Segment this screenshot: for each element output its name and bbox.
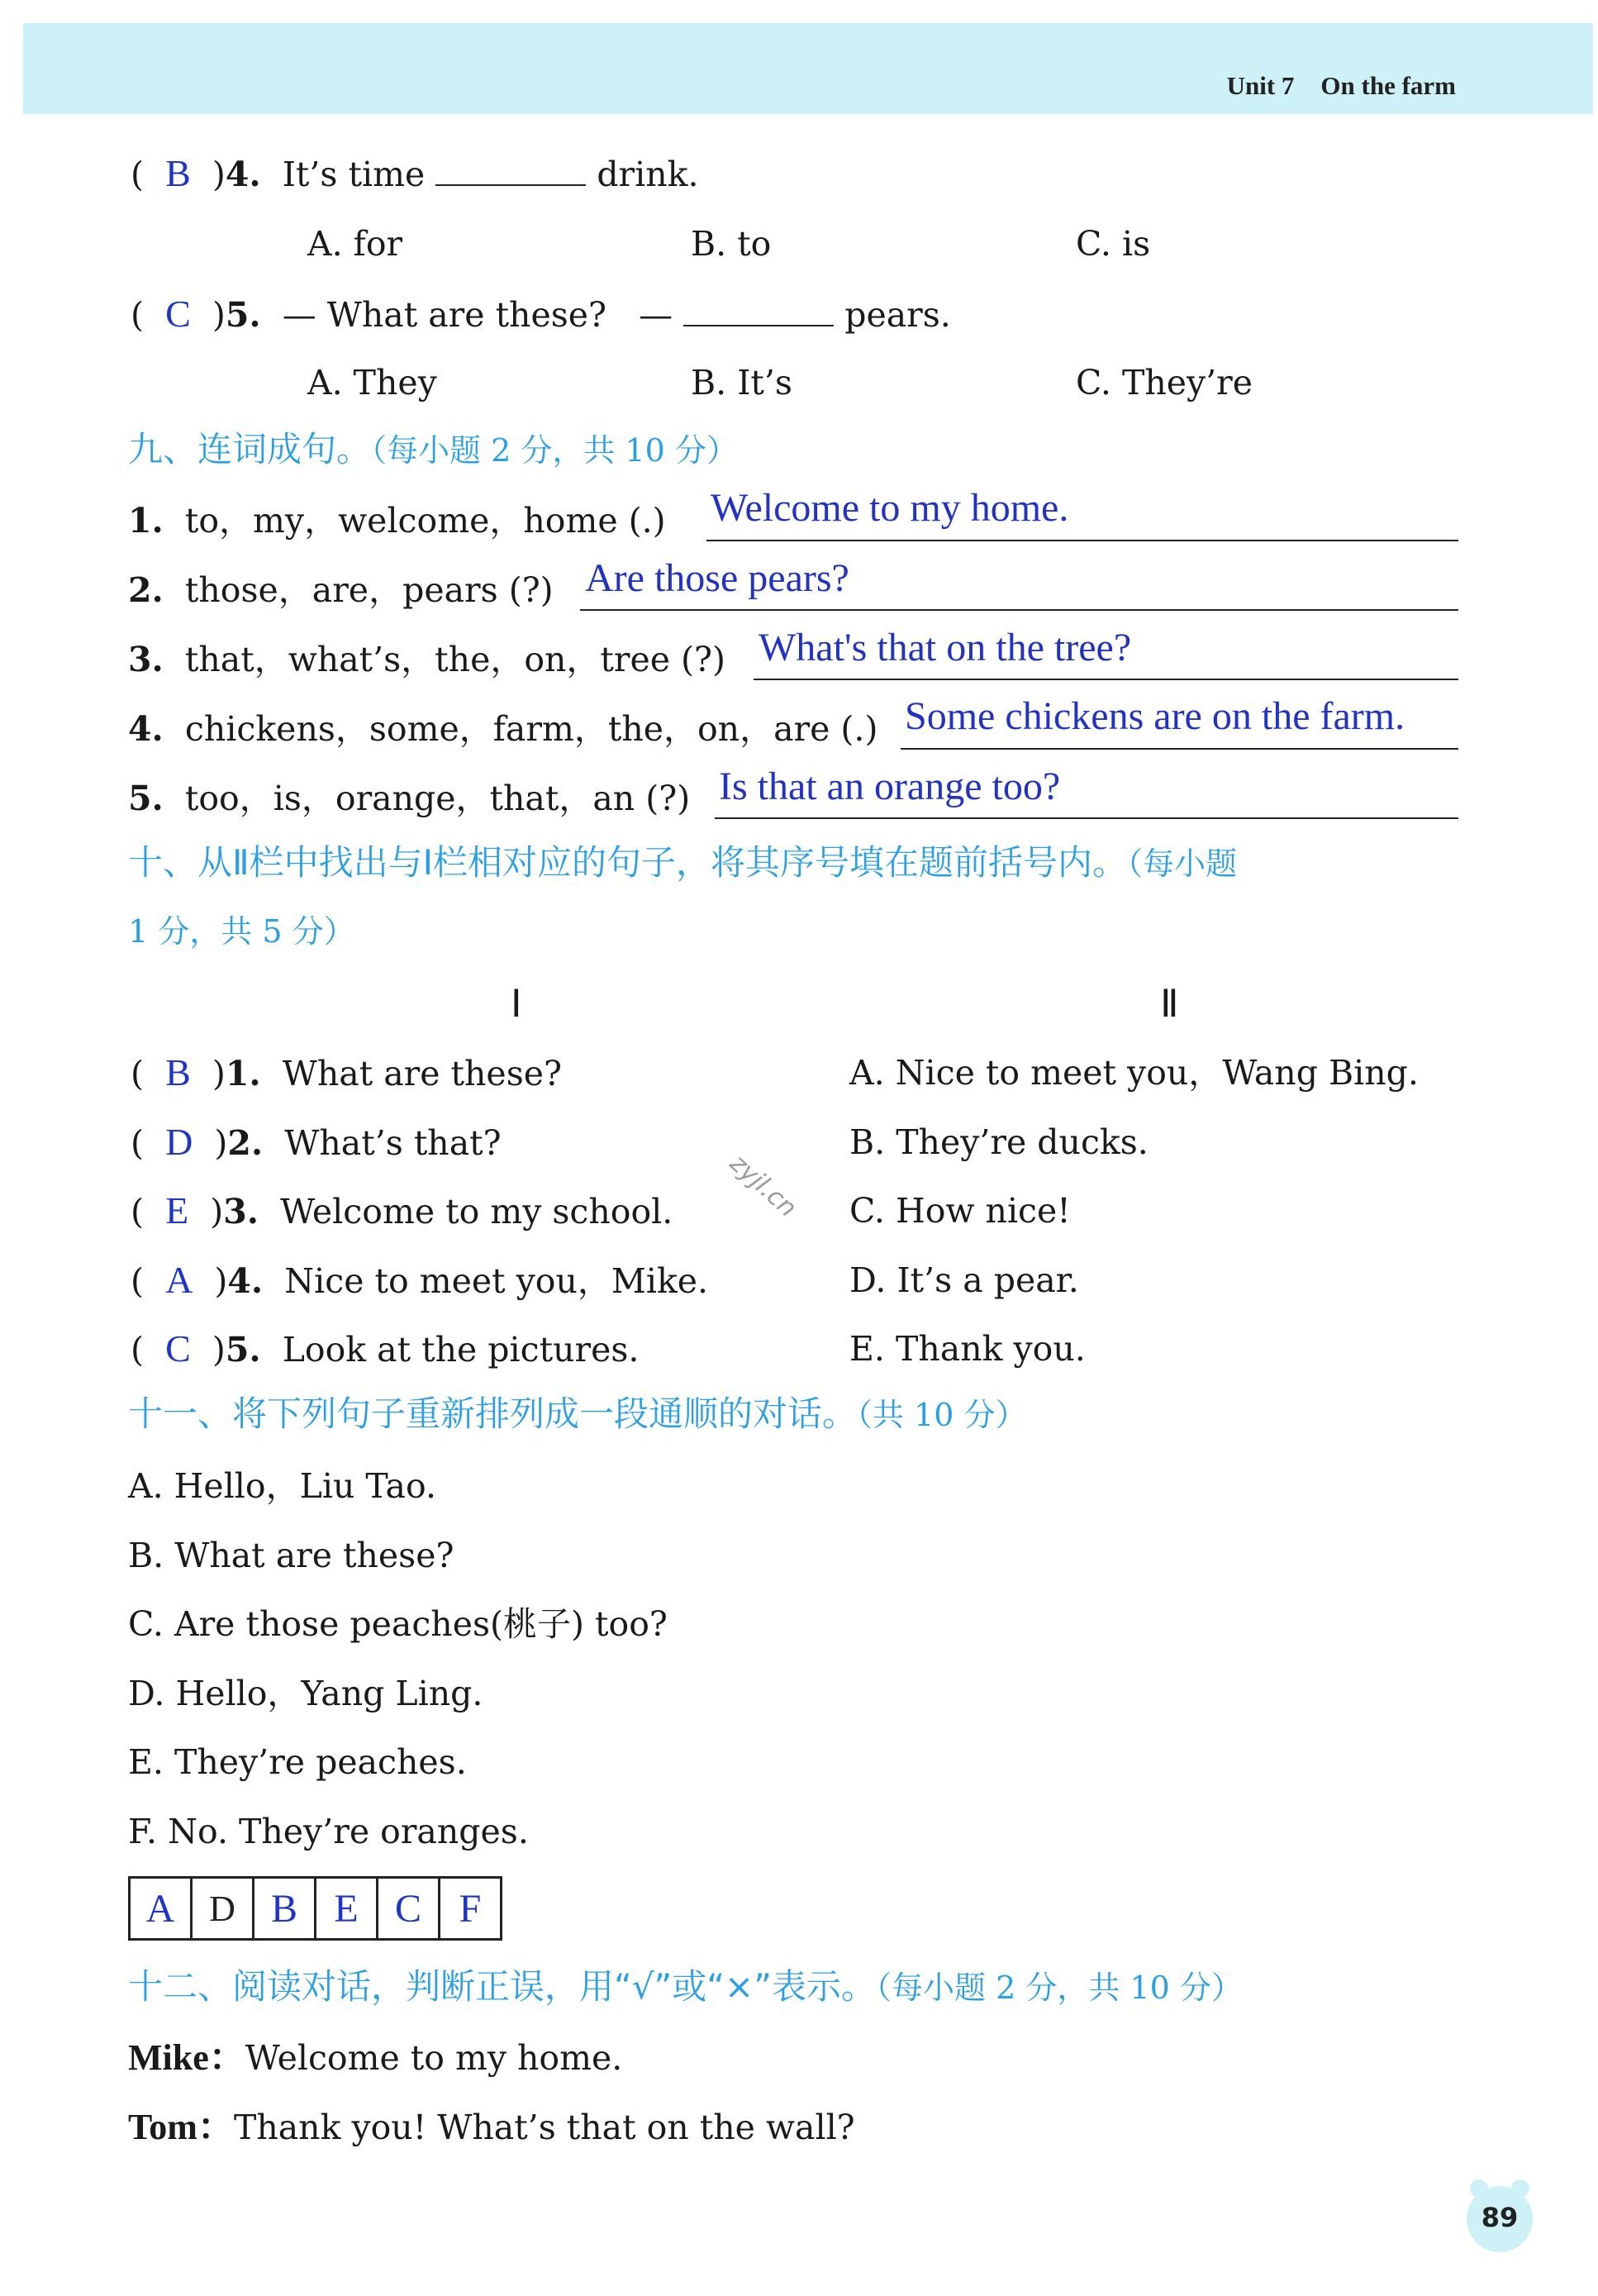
section-10-title-cont: 1 分，共 5 分） <box>128 913 355 950</box>
unit-label: Unit 7 <box>1226 71 1295 100</box>
column-1-label: Ⅰ <box>511 983 522 1025</box>
match-option-a: A. Nice to meet you，Wang Bing. <box>849 1053 1419 1093</box>
speaker-name: Mike： <box>128 2037 245 2078</box>
order-cell-6[interactable]: F <box>440 1878 502 1940</box>
match-option-d: D. It’s a pear. <box>849 1260 1079 1300</box>
speaker-name: Tom： <box>128 2107 234 2147</box>
match-answer-1[interactable]: B <box>165 1051 191 1093</box>
match-item-2: ( D )2. What’s that? <box>131 1121 502 1163</box>
match-answer-2[interactable]: D <box>165 1121 193 1163</box>
order-cell-5[interactable]: C <box>378 1878 440 1940</box>
order-cell-1[interactable]: A <box>130 1878 192 1940</box>
dialogue-sentence-f: F. No. They’re oranges. <box>128 1812 529 1851</box>
running-header <box>1227 71 1456 101</box>
dialogue-sentence-e: E. They’re peaches. <box>128 1742 467 1782</box>
word-order-answer-2[interactable]: Are those pears? <box>585 556 849 600</box>
match-answer-5[interactable]: C <box>165 1327 191 1370</box>
word-order-item-3: 3. that，what’s，the，on，tree (?) <box>128 640 726 679</box>
mc-option-4a: A. for <box>307 224 403 264</box>
mc-question-5: ( C )5. — What are these? — pears. <box>131 293 951 335</box>
mc-option-5a: A. They <box>307 363 437 403</box>
section-9-title: 九、连词成句。（每小题 2 分，共 10 分） <box>128 429 738 469</box>
mc-option-5c: C. They’re <box>1076 363 1253 403</box>
word-order-item-2: 2. those，are，pears (?) <box>128 570 554 610</box>
answer-line <box>715 817 1458 819</box>
section-11-title: 十一、将下列句子重新排列成一段通顺的对话。（共 10 分） <box>128 1393 1027 1434</box>
order-answer-table <box>128 1876 502 1941</box>
match-answer-3[interactable]: E <box>165 1189 189 1231</box>
answer-line <box>754 679 1458 680</box>
answer-line <box>580 609 1458 611</box>
dialogue-sentence-d: D. Hello，Yang Ling. <box>128 1674 483 1713</box>
word-order-answer-5[interactable]: Is that an orange too? <box>719 765 1061 808</box>
order-cell-2[interactable]: D <box>192 1878 254 1940</box>
mc-answer-4[interactable]: B <box>165 152 191 194</box>
match-item-3: ( E )3. Welcome to my school. <box>131 1189 673 1231</box>
answer-line <box>706 540 1458 541</box>
dialogue-sentence-a: A. Hello，Liu Tao. <box>128 1466 436 1506</box>
word-order-item-4: 4. chickens，some，farm，the，on，are (.) <box>128 709 878 749</box>
word-order-answer-3[interactable]: What's that on the tree? <box>759 626 1132 669</box>
mc-option-5b: B. It’s <box>691 363 792 403</box>
word-order-answer-4[interactable]: Some chickens are on the farm. <box>905 694 1405 738</box>
match-option-b: B. They’re ducks. <box>849 1122 1149 1162</box>
dialogue-sentence-c: C. Are those peaches(桃子) too? <box>128 1604 668 1644</box>
page-number: 89 <box>1481 2202 1519 2233</box>
match-item-4: ( A )4. Nice to meet you，Mike. <box>131 1259 709 1301</box>
mc-option-4b: B. to <box>691 224 772 264</box>
mc-question-4: ( B )4. It’s time drink. <box>131 152 699 194</box>
reading-line-2: Tom：Thank you! What’s that on the wall? <box>128 2107 855 2147</box>
order-cell-3[interactable]: B <box>254 1878 316 1940</box>
match-option-e: E. Thank you. <box>849 1329 1086 1369</box>
watermark: zyjl.cn <box>724 1149 802 1223</box>
section-12-title: 十二、阅读对话，判断正误，用“√”或“×”表示。（每小题 2 分，共 10 分） <box>128 1966 1243 2007</box>
dialogue-sentence-b: B. What are these? <box>128 1536 454 1575</box>
match-item-1: ( B )1. What are these? <box>131 1051 562 1093</box>
mc-answer-5[interactable]: C <box>165 293 191 335</box>
unit-title: On the farm <box>1320 71 1456 100</box>
mc-option-4c: C. is <box>1076 224 1151 264</box>
match-option-c: C. How nice! <box>849 1191 1071 1231</box>
blank[interactable] <box>435 156 586 186</box>
word-order-item-1: 1. to，my，welcome，home (.) <box>128 501 666 541</box>
section-10-title: 十、从Ⅱ栏中找出与Ⅰ栏相对应的句子，将其序号填在题前括号内。（每小题 <box>128 842 1238 883</box>
column-2-label: Ⅱ <box>1160 983 1179 1025</box>
match-answer-4[interactable]: A <box>165 1259 193 1301</box>
match-item-5: ( C )5. Look at the pictures. <box>131 1327 640 1370</box>
word-order-answer-1[interactable]: Welcome to my home. <box>711 486 1069 530</box>
answer-line <box>901 748 1458 750</box>
reading-line-1: Mike：Welcome to my home. <box>128 2037 623 2078</box>
order-cell-4[interactable]: E <box>316 1878 378 1940</box>
blank[interactable] <box>683 297 834 326</box>
word-order-item-5: 5. too，is，orange，that，an (?) <box>128 779 691 818</box>
